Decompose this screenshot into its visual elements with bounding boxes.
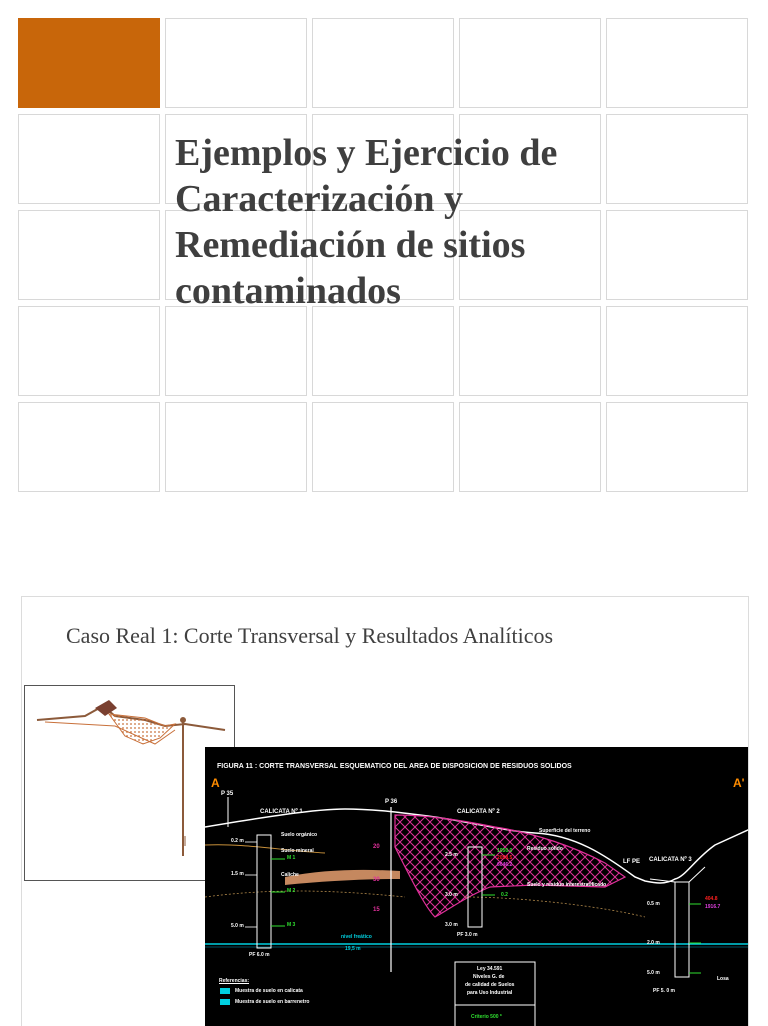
legend-box-text: Ley 34.591: [477, 966, 503, 972]
slide-title: [175, 130, 735, 314]
value-label: 6046.2: [497, 862, 513, 868]
pf-label: PF 5. 0 m: [653, 988, 675, 994]
sample-label: M 2: [287, 888, 296, 894]
legend-box-text: Niveles G. de: [473, 974, 505, 980]
grid-cell: [459, 402, 601, 492]
layer-label: Superficie del terreno: [539, 828, 591, 834]
lf-label: LF PE: [623, 859, 641, 865]
pit-label: CALICATA Nº 2: [457, 809, 500, 815]
depth-label: 5.0 m: [647, 970, 660, 976]
grid-cell: [165, 402, 307, 492]
losa-label: Losa: [717, 976, 729, 982]
title-line: Ejemplos y Ejercicio de: [175, 132, 558, 174]
phreatic-label: nivel freático: [341, 934, 372, 940]
legend-box-text: de calidad de Suelos: [465, 982, 515, 988]
figure-caption: FIGURA 11 : CORTE TRANSVERSAL ESQUEMATICO DEL AREA DE DISPOSICION DE RESIDUOS SOLIDOS: [217, 763, 572, 770]
grid-cell: [606, 402, 748, 492]
depth-label: 5.0 m: [231, 923, 244, 929]
grid-cell: [165, 18, 307, 108]
thumbnail-drawing: [25, 686, 234, 880]
grid-cell: [18, 402, 160, 492]
cross-section-figure: [205, 747, 749, 1026]
grid-cell: [165, 306, 307, 396]
grid-cell: [312, 306, 454, 396]
grid-cell: [18, 306, 160, 396]
depth-label: 2.0 m: [647, 940, 660, 946]
value-label: 1916.7: [705, 904, 721, 910]
accent-square: [18, 18, 160, 108]
point-label: P 36: [385, 799, 398, 805]
pit-label: CALICATA Nº 1: [260, 809, 303, 815]
grid-cell: [606, 18, 748, 108]
value-label: 0.2: [501, 892, 508, 898]
pf-label: PF 3.0 m: [457, 932, 478, 938]
layer-label: Caliche: [281, 872, 299, 878]
phreatic-depth: 19,5 m: [345, 946, 361, 952]
value-label: 15: [373, 907, 380, 913]
reference-item: Muestra de suelo en barrenetro: [235, 999, 310, 1005]
pf-label: PF 6.0 m: [249, 952, 270, 958]
legend-box-text: Criterio 500 *: [471, 1014, 502, 1020]
grid-cell: [18, 210, 160, 300]
depth-label: 2.5 m: [445, 852, 458, 858]
grid-cell: [606, 306, 748, 396]
value-label: 404.8: [705, 896, 718, 902]
value-label: 30: [373, 877, 380, 883]
grid-cell: [312, 18, 454, 108]
depth-label: 0.5 m: [647, 901, 660, 907]
title-line: contaminados: [175, 270, 401, 312]
slide-title: Caso Real 1: Corte Transversal y Resultados Analíticos: [66, 623, 554, 648]
cross-section-thumbnail: [24, 685, 235, 881]
sample-label: M 1: [287, 855, 296, 861]
layer-label: Suelo orgánico: [281, 832, 318, 838]
section-start-label: A: [211, 776, 220, 790]
value-label: 2058.5: [497, 855, 513, 861]
grid-cell: [459, 306, 601, 396]
legend-box-text: para Uso Industrial: [467, 990, 513, 996]
section-end-label: A': [733, 776, 745, 790]
depth-label: 3.0 m: [445, 892, 458, 898]
sample-label: M 3: [287, 922, 296, 928]
depth-label: 3.0 m: [445, 922, 458, 928]
title-line: Remediación de sitios: [175, 224, 526, 266]
grid-cell: [312, 402, 454, 492]
depth-label: 0.2 m: [231, 838, 244, 844]
layer-label: Suelo y residuo interestratificado: [527, 882, 607, 888]
pit-label: CALICATA Nº 3: [649, 857, 692, 863]
content-slide: [21, 596, 749, 1026]
grid-cell: [18, 114, 160, 204]
reference-item: Muestra de suelo en calicata: [235, 988, 303, 994]
title-line: Caracterización y: [175, 178, 464, 220]
value-label: 1050.0: [497, 848, 513, 854]
layer-label: Residuo sólido: [527, 846, 563, 852]
point-label: P 35: [221, 791, 234, 797]
depth-label: 1.5 m: [231, 871, 244, 877]
title-slide: [18, 18, 750, 492]
grid-cell: [459, 18, 601, 108]
value-label: 20: [373, 844, 380, 850]
references-title: Referencias:: [219, 978, 250, 984]
layer-label: Suelo mineral: [281, 848, 314, 854]
